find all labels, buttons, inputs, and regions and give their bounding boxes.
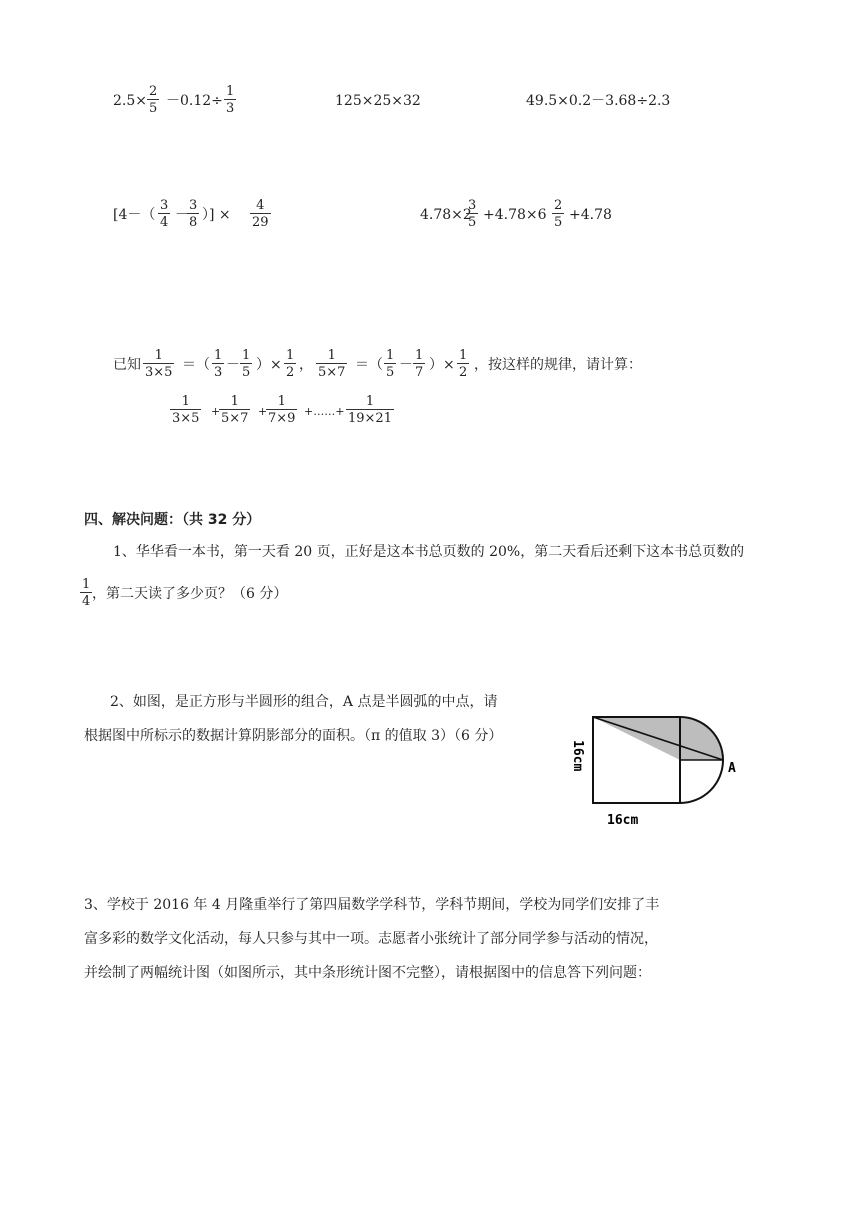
p6-minus-1: － (226, 357, 240, 373)
p5-part-b: +4.78×6 (483, 207, 547, 223)
p4-part-c: ）] × (202, 207, 231, 223)
p6-frac-8: 1 2 (459, 348, 468, 380)
p6-frac-4: 1 2 (286, 348, 295, 380)
shaded-region-triangle (593, 717, 680, 760)
p6-frac-1: 1 3×5 (145, 348, 173, 380)
p6-suffix: ，按这样的规律，请计算： (474, 357, 642, 373)
p6-series-term-3: 1 7×9 (268, 394, 296, 426)
p4-minus: － (175, 207, 189, 223)
q1-line-1: 1、华华看一本书，第一天看 20 页，正好是这本书总页数的 20%，第二天看后还剩下这本书总页数的 (113, 544, 745, 560)
p1-fraction: 2 5 (149, 84, 158, 116)
p6-times-2: ）× (429, 357, 455, 373)
q2-line-2: 根据图中所标示的数据计算阴影部分的面积。（π 的值取 3）（6 分） (84, 728, 503, 744)
p6-series-plus-2: + (258, 405, 268, 418)
p6-series-dots: +……+ (304, 405, 345, 418)
p6-series-term-4: 1 19×21 (348, 394, 392, 426)
p6-times-1: ）× (256, 357, 282, 373)
section-4-heading: 四、解决问题：（共 32 分） (84, 512, 261, 528)
p6-frac-6: 1 5 (386, 348, 395, 380)
problem-2: 125×25×32 (335, 93, 421, 109)
q2-figure (560, 700, 780, 840)
p6-series-plus-1: + (211, 405, 221, 418)
p6-comma: ， (299, 357, 313, 373)
p1-part-b: －0.12÷ (166, 93, 223, 109)
p1-fraction-2: 1 3 (226, 84, 235, 116)
p6-frac-7: 1 7 (415, 348, 424, 380)
problem-3: 49.5×0.2－3.68÷2.3 (526, 93, 671, 109)
p6-prefix: 已知 (113, 357, 141, 373)
q2-line-1: 2、如图，是正方形与半圆形的组合，A 点是半圆弧的中点，请 (110, 694, 498, 710)
p6-eq-2: ＝（ (355, 357, 383, 373)
p6-series-term-1: 1 3×5 (172, 394, 200, 426)
p4-part-a: [4－（ (113, 207, 156, 223)
fig-bottom-label: 16cm (607, 813, 639, 828)
q1-fraction: 1 4 (82, 577, 91, 609)
p5-fraction-1: 3 5 (468, 198, 477, 230)
p5-part-c: +4.78 (569, 207, 612, 223)
p4-fraction-1: 3 4 (160, 198, 169, 230)
fig-point-label: A (728, 761, 736, 776)
p6-minus-2: － (399, 357, 413, 373)
p4-fraction-3: 4 29 (252, 198, 269, 230)
p1-part-a: 2.5× (113, 93, 147, 109)
p6-eq-1: ＝（ (182, 357, 210, 373)
p6-frac-5: 1 5×7 (318, 348, 346, 380)
p6-frac-3: 1 5 (242, 348, 251, 380)
p5-part-a: 4.78×2 (420, 207, 472, 223)
q3-line-1: 3、学校于 2016 年 4 月隆重举行了第四届数学学科节，学科节期间，学校为同学们安排了丰 (84, 897, 660, 913)
p4-fraction-2: 3 8 (189, 198, 198, 230)
fig-side-label: 16cm (570, 740, 585, 772)
q1-line-2: ，第二天读了多少页？（6 分） (92, 586, 288, 602)
q3-line-3: 并绘制了两幅统计图（如图所示，其中条形统计图不完整），请根据图中的信息答下列问题： (84, 965, 651, 981)
p5-fraction-2: 2 5 (554, 198, 563, 230)
q3-line-2: 富多彩的数学文化活动，每人只参与其中一项。志愿者小张统计了部分同学参与活动的情况， (84, 931, 658, 947)
p6-series-term-2: 1 5×7 (221, 394, 249, 426)
p6-frac-2: 1 3 (214, 348, 223, 380)
